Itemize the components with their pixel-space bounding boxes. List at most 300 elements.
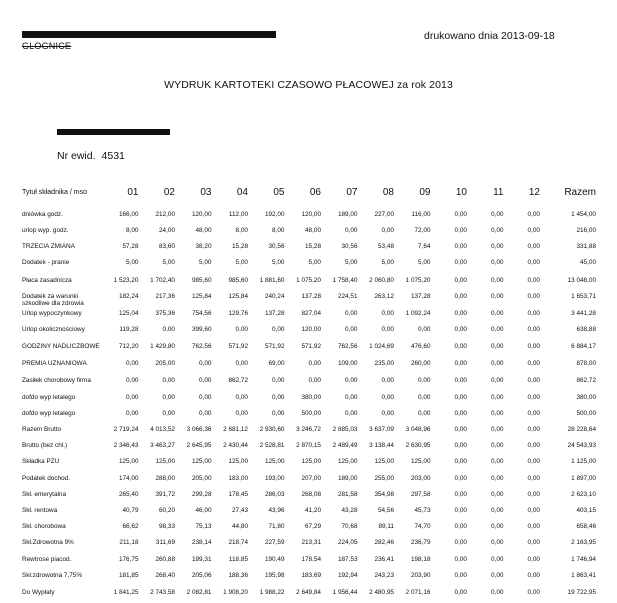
table-cell: 354,98 bbox=[374, 491, 394, 498]
table-cell: 176,75 bbox=[118, 556, 139, 563]
table-cell: 0,00 bbox=[345, 310, 358, 317]
table-cell: 0,00 bbox=[454, 572, 467, 579]
table-cell: 0,00 bbox=[454, 227, 467, 234]
column-header-month: 11 bbox=[493, 187, 504, 198]
column-header-sum: Razem bbox=[564, 187, 596, 198]
row-total: 862,72 bbox=[576, 377, 596, 384]
row-total: 28 228,64 bbox=[567, 426, 596, 433]
table-cell: 985,60 bbox=[228, 277, 248, 284]
row-total: 13 048,00 bbox=[567, 277, 596, 284]
table-cell: 0,00 bbox=[418, 410, 431, 417]
table-cell: 0,00 bbox=[454, 410, 467, 417]
table-row bbox=[22, 556, 596, 572]
table-cell: 193,00 bbox=[264, 475, 285, 482]
table-cell: 1 908,20 bbox=[223, 589, 248, 596]
table-cell: 0,00 bbox=[527, 377, 540, 384]
table-cell: 0,00 bbox=[454, 243, 467, 250]
table-cell: 0,00 bbox=[491, 310, 504, 317]
table-cell: 189,00 bbox=[337, 475, 358, 482]
table-cell: 5,00 bbox=[418, 259, 431, 266]
table-cell: 571,92 bbox=[301, 343, 321, 350]
table-cell: 15,28 bbox=[305, 243, 321, 250]
table-cell: 7,64 bbox=[418, 243, 431, 250]
table-cell: 54,56 bbox=[378, 507, 394, 514]
column-header-month: 08 bbox=[382, 187, 394, 198]
table-cell: 2 346,43 bbox=[113, 442, 139, 449]
table-cell: 0,00 bbox=[272, 326, 285, 333]
table-header-row bbox=[22, 186, 596, 211]
table-cell: 1 758,40 bbox=[332, 277, 358, 284]
table-cell: 5,00 bbox=[381, 259, 394, 266]
table-cell: 5,00 bbox=[162, 259, 175, 266]
table-cell: 762,56 bbox=[337, 343, 358, 350]
table-cell: 1 429,80 bbox=[150, 343, 175, 350]
row-label: PREMIA UZNANIOWA bbox=[22, 360, 87, 367]
table-cell: 0,00 bbox=[308, 377, 321, 384]
table-cell: 282,46 bbox=[374, 539, 394, 546]
table-cell: 178,54 bbox=[301, 556, 321, 563]
table-cell: 120,00 bbox=[301, 326, 321, 333]
table-cell: 0,00 bbox=[272, 410, 285, 417]
table-cell: 0,00 bbox=[527, 539, 540, 546]
table-row bbox=[22, 589, 596, 603]
table-cell: 199,31 bbox=[191, 556, 212, 563]
row-label: Do Wypłaty bbox=[22, 589, 55, 596]
table-cell: 125,00 bbox=[410, 458, 431, 465]
table-cell: 0,00 bbox=[527, 211, 540, 218]
table-cell: 125,84 bbox=[228, 293, 248, 300]
table-cell: 0,00 bbox=[491, 377, 504, 384]
table-cell: 238,14 bbox=[191, 539, 212, 546]
table-cell: 2 681,12 bbox=[223, 426, 248, 433]
table-cell: 0,00 bbox=[454, 507, 467, 514]
table-cell: 0,00 bbox=[126, 394, 139, 401]
table-cell: 43,96 bbox=[268, 507, 285, 514]
table-cell: 46,00 bbox=[195, 507, 212, 514]
table-cell: 0,00 bbox=[527, 227, 540, 234]
column-header-month: 07 bbox=[346, 187, 358, 198]
table-cell: 299,28 bbox=[191, 491, 212, 498]
table-cell: 0,00 bbox=[454, 211, 467, 218]
table-cell: 125,00 bbox=[374, 458, 394, 465]
table-cell: 2 930,60 bbox=[259, 426, 285, 433]
redacted-company-name bbox=[22, 31, 276, 38]
table-cell: 0,00 bbox=[491, 523, 504, 530]
column-header-month: 12 bbox=[528, 187, 540, 198]
table-cell: 2 480,95 bbox=[369, 589, 394, 596]
table-cell: 198,18 bbox=[410, 556, 431, 563]
table-cell: 297,58 bbox=[410, 491, 431, 498]
evid-label: Nr ewid. bbox=[57, 150, 96, 162]
table-cell: 236,41 bbox=[374, 556, 394, 563]
table-row bbox=[22, 523, 596, 539]
table-cell: 3 048,96 bbox=[405, 426, 431, 433]
table-cell: 125,00 bbox=[191, 458, 212, 465]
table-cell: 3 463,27 bbox=[150, 442, 175, 449]
table-cell: 0,00 bbox=[235, 410, 248, 417]
table-cell: 1 523,20 bbox=[113, 277, 139, 284]
table-cell: 116,00 bbox=[411, 211, 431, 218]
table-cell: 0,00 bbox=[345, 394, 358, 401]
table-cell: 286,03 bbox=[264, 491, 285, 498]
column-header-month: 05 bbox=[273, 187, 285, 198]
table-cell: 44,80 bbox=[232, 523, 248, 530]
table-cell: 1 075,20 bbox=[405, 277, 431, 284]
table-cell: 74,70 bbox=[414, 523, 431, 530]
table-cell: 5,00 bbox=[199, 259, 212, 266]
row-label: Składka PZU bbox=[22, 458, 60, 465]
table-cell: 120,00 bbox=[301, 211, 321, 218]
table-cell: 0,00 bbox=[345, 410, 358, 417]
table-cell: 2 430,44 bbox=[223, 442, 248, 449]
table-cell: 183,00 bbox=[228, 475, 248, 482]
table-row bbox=[22, 259, 596, 277]
table-cell: 0,00 bbox=[527, 343, 540, 350]
table-cell: 30,56 bbox=[341, 243, 358, 250]
payroll-table bbox=[22, 186, 596, 603]
table-cell: 476,60 bbox=[410, 343, 431, 350]
table-cell: 3 246,72 bbox=[296, 426, 321, 433]
table-cell: 174,00 bbox=[118, 475, 139, 482]
table-cell: 0,00 bbox=[527, 491, 540, 498]
column-header-month: 04 bbox=[236, 187, 248, 198]
table-cell: 89,11 bbox=[378, 523, 394, 530]
table-cell: 109,00 bbox=[337, 360, 358, 367]
row-label: Urlop okolicznościowy bbox=[22, 326, 85, 333]
table-cell: 500,00 bbox=[301, 410, 321, 417]
table-cell: 2 870,15 bbox=[296, 442, 321, 449]
table-cell: 0,00 bbox=[454, 426, 467, 433]
table-cell: 2 071,16 bbox=[405, 589, 431, 596]
table-cell: 178,45 bbox=[228, 491, 248, 498]
table-row bbox=[22, 211, 596, 227]
table-cell: 5,00 bbox=[272, 259, 285, 266]
table-cell: 0,00 bbox=[491, 326, 504, 333]
table-row bbox=[22, 310, 596, 326]
table-cell: 281,58 bbox=[337, 491, 358, 498]
company-city: GLOGNICE bbox=[22, 41, 72, 51]
table-cell: 188,36 bbox=[228, 572, 248, 579]
table-cell: 0,00 bbox=[527, 243, 540, 250]
table-cell: 0,00 bbox=[491, 458, 504, 465]
table-cell: 125,00 bbox=[337, 458, 358, 465]
table-cell: 27,43 bbox=[232, 507, 248, 514]
table-cell: 2 885,03 bbox=[332, 426, 358, 433]
table-cell: 0,00 bbox=[527, 458, 540, 465]
table-row bbox=[22, 394, 596, 410]
table-cell: 0,00 bbox=[454, 458, 467, 465]
table-cell: 2 645,95 bbox=[186, 442, 212, 449]
table-cell: 2 489,49 bbox=[332, 442, 358, 449]
table-cell: 0,00 bbox=[454, 377, 467, 384]
table-cell: 260,88 bbox=[155, 556, 175, 563]
row-label: GODZINY NADLICZBOWE bbox=[22, 343, 100, 350]
table-row bbox=[22, 360, 596, 377]
table-cell: 0,00 bbox=[491, 227, 504, 234]
table-cell: 125,04 bbox=[118, 310, 139, 317]
table-row bbox=[22, 426, 596, 442]
table-cell: 268,08 bbox=[301, 491, 321, 498]
table-cell: 0,00 bbox=[381, 310, 394, 317]
column-header-month: 06 bbox=[309, 187, 321, 198]
row-label: dniówka godz. bbox=[22, 211, 63, 218]
row-total: 6 884,17 bbox=[571, 343, 596, 350]
table-cell: 240,24 bbox=[264, 293, 285, 300]
table-cell: 227,00 bbox=[374, 211, 394, 218]
table-cell: 48,00 bbox=[305, 227, 321, 234]
table-cell: 224,51 bbox=[337, 293, 358, 300]
table-cell: 75,13 bbox=[195, 523, 212, 530]
table-cell: 571,92 bbox=[228, 343, 248, 350]
table-cell: 66,62 bbox=[122, 523, 139, 530]
table-cell: 8,00 bbox=[272, 227, 285, 234]
table-cell: 205,00 bbox=[191, 475, 212, 482]
table-cell: 0,00 bbox=[491, 277, 504, 284]
table-cell: 0,00 bbox=[527, 293, 540, 300]
table-cell: 57,28 bbox=[122, 243, 139, 250]
row-label: Urlop wypoczynkowy bbox=[22, 310, 82, 317]
table-cell: 5,00 bbox=[126, 259, 139, 266]
table-cell: 0,00 bbox=[454, 539, 467, 546]
table-cell: 0,00 bbox=[491, 556, 504, 563]
table-cell: 0,00 bbox=[418, 377, 431, 384]
table-cell: 0,00 bbox=[345, 377, 358, 384]
table-cell: 260,00 bbox=[410, 360, 431, 367]
table-cell: 72,00 bbox=[414, 227, 431, 234]
row-label: TRZECIA ZMIANA bbox=[22, 243, 75, 250]
table-cell: 43,28 bbox=[341, 507, 358, 514]
row-total: 1 863,41 bbox=[571, 572, 596, 579]
table-cell: 762,56 bbox=[191, 343, 212, 350]
table-cell: 69,00 bbox=[268, 360, 285, 367]
table-cell: 0,00 bbox=[491, 259, 504, 266]
table-cell: 192,00 bbox=[264, 211, 285, 218]
table-cell: 0,00 bbox=[454, 589, 467, 596]
table-cell: 399,60 bbox=[191, 326, 212, 333]
table-cell: 1 092,24 bbox=[405, 310, 431, 317]
table-cell: 71,80 bbox=[268, 523, 285, 530]
table-cell: 0,00 bbox=[454, 523, 467, 530]
table-row bbox=[22, 458, 596, 475]
row-total: 638,88 bbox=[576, 326, 596, 333]
table-cell: 0,00 bbox=[126, 377, 139, 384]
row-total: 24 543,93 bbox=[567, 442, 596, 449]
table-cell: 182,24 bbox=[118, 293, 139, 300]
table-cell: 0,00 bbox=[199, 377, 212, 384]
table-cell: 213,31 bbox=[301, 539, 321, 546]
table-cell: 1 841,25 bbox=[113, 589, 139, 596]
table-cell: 0,00 bbox=[527, 426, 540, 433]
table-cell: 0,00 bbox=[527, 475, 540, 482]
row-total: 45,00 bbox=[580, 259, 596, 266]
table-cell: 181,85 bbox=[118, 572, 139, 579]
table-cell: 0,00 bbox=[527, 572, 540, 579]
row-label: Skł. emerytalna bbox=[22, 491, 67, 498]
row-label: Dodatek za warunki szkodliwe dla zdrowia bbox=[22, 293, 84, 307]
table-row bbox=[22, 539, 596, 556]
table-cell: 0,00 bbox=[454, 293, 467, 300]
table-cell: 0,00 bbox=[235, 360, 248, 367]
row-label: Dodatek - pranie bbox=[22, 259, 70, 266]
table-cell: 0,00 bbox=[527, 410, 540, 417]
table-cell: 0,00 bbox=[381, 394, 394, 401]
row-total: 2 623,10 bbox=[571, 491, 596, 498]
table-cell: 1 881,60 bbox=[259, 277, 285, 284]
table-cell: 137,28 bbox=[301, 293, 321, 300]
table-cell: 268,40 bbox=[155, 572, 175, 579]
row-total: 658,46 bbox=[576, 523, 596, 530]
table-cell: 288,00 bbox=[155, 475, 175, 482]
table-cell: 0,00 bbox=[272, 377, 285, 384]
table-cell: 0,00 bbox=[381, 410, 394, 417]
table-cell: 375,36 bbox=[155, 310, 175, 317]
table-cell: 211,18 bbox=[119, 539, 139, 546]
row-label: Rewtrose piacod. bbox=[22, 556, 72, 563]
table-row bbox=[22, 293, 596, 310]
table-cell: 0,00 bbox=[527, 556, 540, 563]
table-cell: 0,00 bbox=[235, 326, 248, 333]
row-label: dofdo wyp letalego bbox=[22, 410, 76, 417]
table-cell: 0,00 bbox=[491, 410, 504, 417]
table-cell: 0,00 bbox=[381, 377, 394, 384]
table-cell: 0,00 bbox=[162, 377, 175, 384]
table-cell: 53,48 bbox=[378, 243, 394, 250]
table-cell: 0,00 bbox=[454, 277, 467, 284]
table-cell: 0,00 bbox=[199, 394, 212, 401]
table-cell: 217,36 bbox=[155, 293, 175, 300]
redacted-employee-name bbox=[57, 129, 170, 135]
table-row bbox=[22, 442, 596, 458]
table-cell: 125,00 bbox=[228, 458, 248, 465]
table-cell: 189,00 bbox=[337, 211, 358, 218]
table-row bbox=[22, 243, 596, 259]
table-cell: 41,20 bbox=[305, 507, 321, 514]
table-cell: 263,12 bbox=[374, 293, 394, 300]
table-cell: 224,05 bbox=[337, 539, 358, 546]
row-total: 380,00 bbox=[576, 394, 596, 401]
table-cell: 227,59 bbox=[264, 539, 285, 546]
table-cell: 119,28 bbox=[119, 326, 139, 333]
table-cell: 192,94 bbox=[337, 572, 358, 579]
table-cell: 0,00 bbox=[527, 507, 540, 514]
table-cell: 827,04 bbox=[301, 310, 321, 317]
table-cell: 0,00 bbox=[491, 572, 504, 579]
table-cell: 0,00 bbox=[308, 360, 321, 367]
row-total: 1 897,00 bbox=[571, 475, 596, 482]
table-cell: 235,00 bbox=[374, 360, 394, 367]
table-cell: 212,00 bbox=[155, 211, 175, 218]
row-label: Skł. rentowa bbox=[22, 507, 58, 514]
row-label: Płaca zasadnicza bbox=[22, 277, 72, 284]
row-label: Razem Brutto bbox=[22, 426, 62, 433]
column-header-month: 09 bbox=[419, 187, 431, 198]
table-cell: 0,00 bbox=[491, 491, 504, 498]
table-cell: 38,20 bbox=[195, 243, 212, 250]
table-cell: 70,68 bbox=[341, 523, 358, 530]
table-cell: 205,00 bbox=[155, 360, 175, 367]
table-cell: 203,00 bbox=[410, 475, 431, 482]
table-cell: 120,00 bbox=[191, 211, 212, 218]
table-cell: 0,00 bbox=[126, 410, 139, 417]
table-cell: 0,00 bbox=[527, 360, 540, 367]
table-cell: 0,00 bbox=[381, 326, 394, 333]
table-cell: 0,00 bbox=[454, 310, 467, 317]
row-label: dofdo wyp letalego bbox=[22, 394, 76, 401]
table-cell: 0,00 bbox=[491, 211, 504, 218]
table-cell: 137,28 bbox=[410, 293, 431, 300]
table-cell: 0,00 bbox=[491, 394, 504, 401]
table-cell: 0,00 bbox=[162, 326, 175, 333]
row-total: 1 653,71 bbox=[571, 293, 596, 300]
table-cell: 311,69 bbox=[155, 539, 175, 546]
table-cell: 24,00 bbox=[159, 227, 175, 234]
table-cell: 125,00 bbox=[155, 458, 175, 465]
table-cell: 207,00 bbox=[301, 475, 321, 482]
table-cell: 255,00 bbox=[374, 475, 394, 482]
table-cell: 0,00 bbox=[491, 539, 504, 546]
table-cell: 1 988,22 bbox=[259, 589, 285, 596]
table-row bbox=[22, 572, 596, 589]
table-cell: 205,06 bbox=[191, 572, 212, 579]
table-cell: 0,00 bbox=[527, 326, 540, 333]
column-header-label: Tytuł składnika / mso bbox=[22, 189, 87, 196]
table-cell: 380,00 bbox=[301, 394, 321, 401]
table-cell: 2 630,95 bbox=[405, 442, 431, 449]
table-cell: 712,20 bbox=[118, 343, 139, 350]
row-label: Podatek dochod. bbox=[22, 475, 70, 482]
table-cell: 0,00 bbox=[491, 507, 504, 514]
table-cell: 5,00 bbox=[235, 259, 248, 266]
table-cell: 125,00 bbox=[118, 458, 139, 465]
table-cell: 3 637,09 bbox=[369, 426, 394, 433]
row-label: Brutto (bez chl.) bbox=[22, 442, 68, 449]
row-total: 19 722,95 bbox=[567, 589, 596, 596]
table-cell: 190,49 bbox=[264, 556, 285, 563]
table-cell: 0,00 bbox=[454, 442, 467, 449]
table-cell: 3 066,36 bbox=[186, 426, 212, 433]
table-cell: 391,72 bbox=[155, 491, 175, 498]
table-cell: 195,98 bbox=[264, 572, 285, 579]
table-cell: 1 956,44 bbox=[332, 589, 358, 596]
table-cell: 15,28 bbox=[232, 243, 248, 250]
table-cell: 218,74 bbox=[228, 539, 248, 546]
table-cell: 754,56 bbox=[191, 310, 212, 317]
row-total: 3 441,28 bbox=[571, 310, 596, 317]
row-total: 1 454,00 bbox=[571, 211, 596, 218]
table-cell: 67,29 bbox=[305, 523, 321, 530]
table-cell: 265,40 bbox=[118, 491, 139, 498]
table-cell: 0,00 bbox=[527, 259, 540, 266]
row-total: 878,00 bbox=[576, 360, 596, 367]
table-row bbox=[22, 277, 596, 293]
table-cell: 243,23 bbox=[374, 572, 394, 579]
table-cell: 0,00 bbox=[418, 326, 431, 333]
table-cell: 8,00 bbox=[126, 227, 139, 234]
table-cell: 0,00 bbox=[491, 589, 504, 596]
table-cell: 98,33 bbox=[159, 523, 175, 530]
table-cell: 0,00 bbox=[491, 442, 504, 449]
row-total: 403,15 bbox=[576, 507, 596, 514]
row-total: 500,00 bbox=[576, 410, 596, 417]
table-cell: 0,00 bbox=[272, 394, 285, 401]
table-cell: 83,60 bbox=[159, 243, 175, 250]
table-cell: 187,53 bbox=[337, 556, 358, 563]
row-label: Skł.Zdrowotna 9% bbox=[22, 539, 74, 546]
table-cell: 0,00 bbox=[491, 243, 504, 250]
table-cell: 1 702,40 bbox=[150, 277, 175, 284]
table-cell: 0,00 bbox=[527, 394, 540, 401]
row-total: 331,88 bbox=[576, 243, 596, 250]
